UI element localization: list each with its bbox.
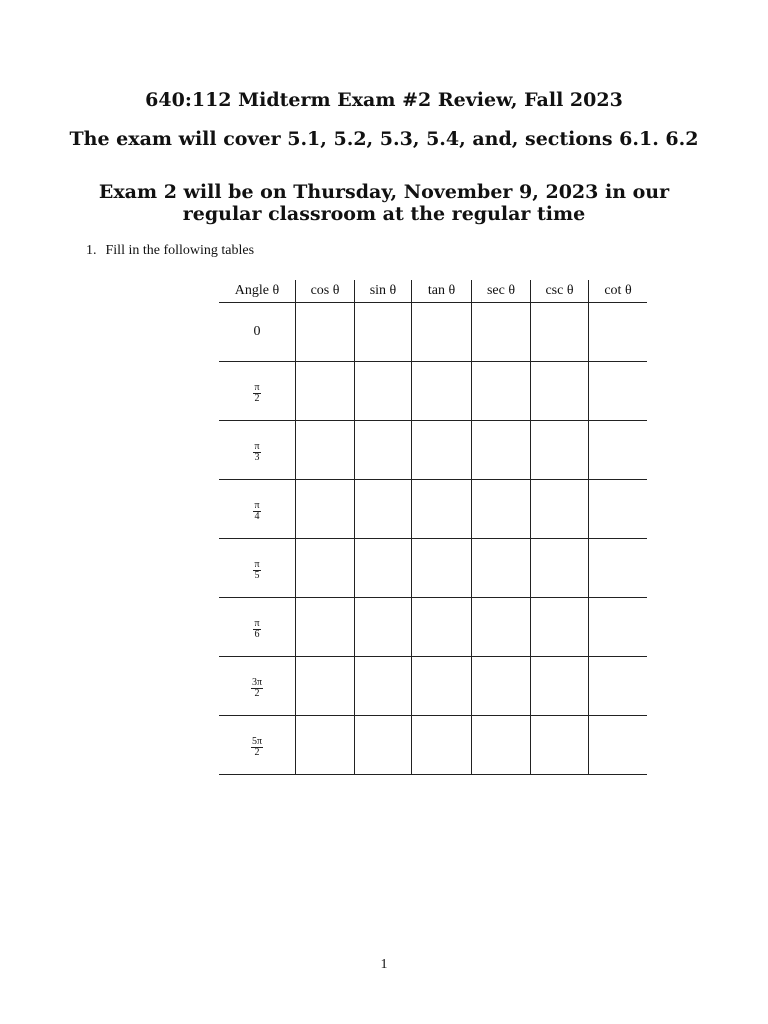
angle-numerator: π [254,558,260,570]
csc-answer-cell [531,716,589,775]
header-sin: sin θ [355,280,412,303]
angle-denominator: 6 [254,628,260,640]
angle-fraction [253,560,260,581]
sec-answer-cell [472,716,531,775]
page-number: 1 [380,957,388,972]
header-cot: cot θ [589,280,648,303]
angle-cell [219,480,296,539]
angle-numerator: π [254,381,260,393]
question-text: Fill in the following tables [105,243,255,258]
angle-cell [219,303,296,362]
header-cos: cos θ [296,280,355,303]
exam-date-heading: Exam 2 will be on Thursday, November 9, 2023 in our regular classroom at the regular time [98,181,670,225]
header-sec: sec θ [472,280,531,303]
tan-answer-cell [412,657,472,716]
angle-cell [219,657,296,716]
table-row [219,421,647,480]
angle-fraction [251,737,263,758]
angle-numerator: π [254,617,260,629]
angle-denominator: 2 [254,392,260,404]
sec-answer-cell [472,362,531,421]
cot-answer-cell [589,598,648,657]
cos-answer-cell [296,657,355,716]
table-header-row [219,280,647,303]
angle-cell [219,598,296,657]
cot-answer-cell [589,716,648,775]
angle-denominator: 4 [254,510,260,522]
sin-answer-cell [355,657,412,716]
cos-answer-cell [296,480,355,539]
header-tan: tan θ [412,280,472,303]
cot-answer-cell [589,362,648,421]
sin-answer-cell [355,598,412,657]
tan-answer-cell [412,480,472,539]
csc-answer-cell [531,421,589,480]
angle-numerator: π [254,499,260,511]
cos-answer-cell [296,421,355,480]
table-row [219,657,647,716]
sin-answer-cell [355,421,412,480]
sec-answer-cell [472,598,531,657]
cot-answer-cell [589,657,648,716]
csc-answer-cell [531,598,589,657]
csc-answer-cell [531,303,589,362]
csc-answer-cell [531,480,589,539]
tan-answer-cell [412,421,472,480]
angle-cell [219,539,296,598]
angle-cell [219,716,296,775]
angle-cell [219,421,296,480]
angle-fraction [253,501,260,522]
angle-numerator: 3π [251,676,263,688]
angle-numerator: 5π [251,735,263,747]
header-angle: Angle θ [219,280,296,303]
tan-answer-cell [412,362,472,421]
angle-fraction [251,678,263,699]
table-row [219,303,647,362]
sin-answer-cell [355,480,412,539]
coverage-heading: The exam will cover 5.1, 5.2, 5.3, 5.4, and, sections 6.1. 6.2 [69,128,699,150]
table-row [219,480,647,539]
cos-answer-cell [296,716,355,775]
sin-answer-cell [355,362,412,421]
angle-fraction [253,619,260,640]
cot-answer-cell [589,539,648,598]
sec-answer-cell [472,421,531,480]
tan-answer-cell [412,716,472,775]
table-row [219,362,647,421]
trig-table [219,280,647,775]
sec-answer-cell [472,303,531,362]
exam-title: 640:112 Midterm Exam #2 Review, Fall 2023 [145,89,623,111]
sin-answer-cell [355,716,412,775]
sin-answer-cell [355,539,412,598]
cot-answer-cell [589,480,648,539]
angle-denominator: 2 [254,687,260,699]
header-csc: csc θ [531,280,589,303]
angle-value: 0 [253,324,261,339]
table-body [219,303,647,775]
tan-answer-cell [412,539,472,598]
sec-answer-cell [472,480,531,539]
csc-answer-cell [531,539,589,598]
question-1 [86,243,254,259]
table-row [219,716,647,775]
sec-answer-cell [472,657,531,716]
tan-answer-cell [412,598,472,657]
angle-numerator: π [254,440,260,452]
cot-answer-cell [589,303,648,362]
cos-answer-cell [296,598,355,657]
table-row [219,539,647,598]
tan-answer-cell [412,303,472,362]
csc-answer-cell [531,657,589,716]
sec-answer-cell [472,539,531,598]
table-row [219,598,647,657]
angle-denominator: 5 [254,569,260,581]
cos-answer-cell [296,539,355,598]
sin-answer-cell [355,303,412,362]
cot-answer-cell [589,421,648,480]
angle-denominator: 3 [254,451,260,463]
angle-denominator: 2 [254,746,260,758]
angle-fraction [253,442,260,463]
question-number: 1. [86,243,97,258]
angle-fraction [253,383,260,404]
cos-answer-cell [296,362,355,421]
angle-cell [219,362,296,421]
cos-answer-cell [296,303,355,362]
csc-answer-cell [531,362,589,421]
